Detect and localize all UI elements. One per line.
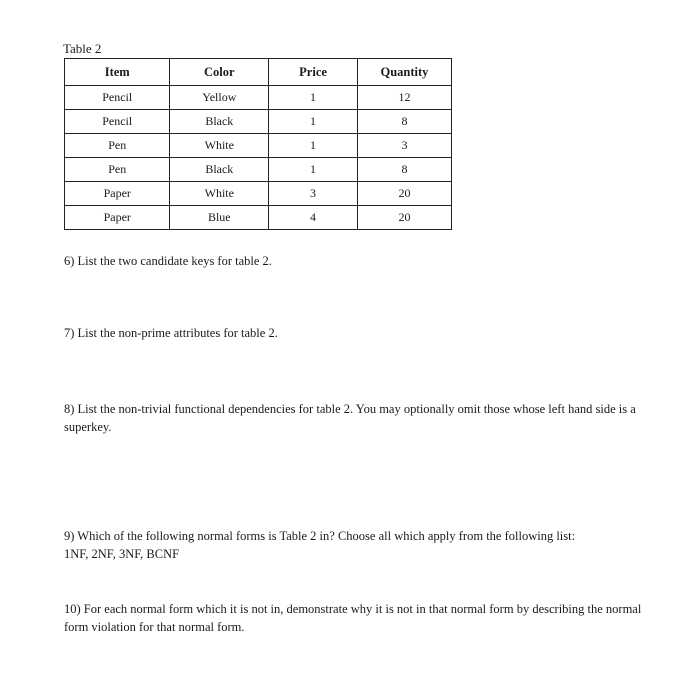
cell-quantity: 20 [357, 182, 451, 206]
question-10: 10) For each normal form which it is not in, demonstrate why it is not in that normal form by describing the normal form violation for that normal form. [64, 602, 642, 634]
cell-price: 1 [269, 110, 358, 134]
question-9 [64, 527, 654, 563]
table-row [65, 134, 452, 158]
cell-price: 4 [269, 206, 358, 230]
cell-item: Paper [65, 182, 170, 206]
cell-quantity: 8 [357, 158, 451, 182]
table-row [65, 86, 452, 110]
header-price: Price [269, 59, 358, 86]
header-color: Color [170, 59, 269, 86]
cell-color: Blue [170, 206, 269, 230]
table-row [65, 158, 452, 182]
question-9-options: 1NF, 2NF, 3NF, BCNF [64, 547, 180, 561]
data-table [64, 58, 452, 230]
question-6: 6) List the two candidate keys for table 2. [64, 254, 272, 268]
cell-quantity: 8 [357, 110, 451, 134]
cell-price: 1 [269, 158, 358, 182]
cell-price: 1 [269, 86, 358, 110]
cell-price: 1 [269, 134, 358, 158]
cell-item: Pen [65, 158, 170, 182]
table-header-row [65, 59, 452, 86]
question-7: 7) List the non-prime attributes for table 2. [64, 326, 278, 340]
cell-item: Pen [65, 134, 170, 158]
header-item: Item [65, 59, 170, 86]
cell-color: Black [170, 158, 269, 182]
question-8: 8) List the non-trivial functional dependencies for table 2. You may optionally omit those whose left hand side is a superkey. [64, 402, 636, 434]
cell-item: Pencil [65, 110, 170, 134]
table-row [65, 110, 452, 134]
table-row [65, 206, 452, 230]
cell-quantity: 3 [357, 134, 451, 158]
cell-color: Yellow [170, 86, 269, 110]
cell-quantity: 20 [357, 206, 451, 230]
cell-item: Paper [65, 206, 170, 230]
header-quantity: Quantity [357, 59, 451, 86]
cell-item: Pencil [65, 86, 170, 110]
table-caption: Table 2 [63, 41, 102, 56]
cell-color: White [170, 182, 269, 206]
cell-color: Black [170, 110, 269, 134]
cell-price: 3 [269, 182, 358, 206]
cell-quantity: 12 [357, 86, 451, 110]
cell-color: White [170, 134, 269, 158]
table-row [65, 182, 452, 206]
question-9-text: 9) Which of the following normal forms is Table 2 in? Choose all which apply from the following list: [64, 529, 576, 543]
